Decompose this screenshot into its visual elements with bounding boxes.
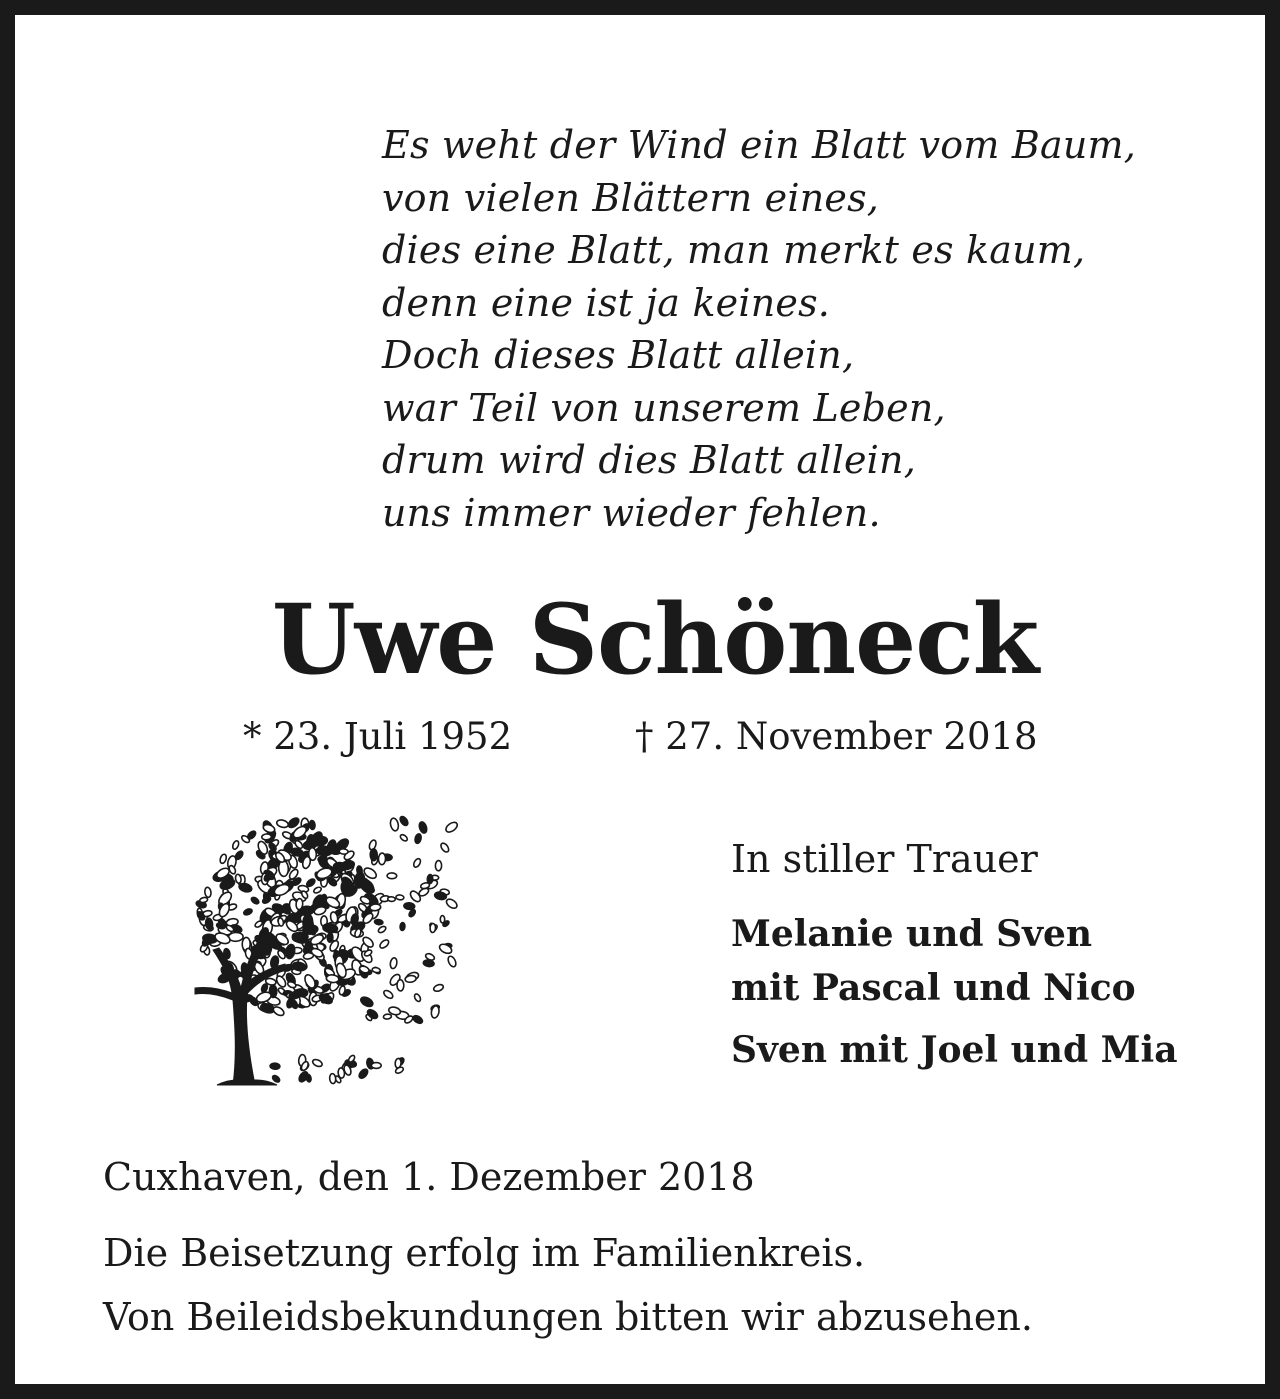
deceased-name: Uwe Schöneck	[271, 583, 1039, 696]
mourner-entry: mit Pascal und Nico	[731, 967, 1136, 1009]
birth-date: * 23. Juli 1952	[243, 715, 513, 758]
funeral-notice: Die Beisetzung erfolg im Familienkreis.	[103, 1231, 866, 1275]
poem	[382, 119, 1136, 539]
mourner-entry: Melanie und Sven	[731, 913, 1093, 955]
poem-line: denn eine ist ja keines.	[382, 280, 831, 325]
poem-line: drum wird dies Blatt allein,	[382, 438, 916, 482]
mourner-entry: Sven mit Joel und Mia	[731, 1029, 1178, 1071]
poem-line: war Teil von unserem Leben,	[382, 385, 946, 430]
mourner-list	[731, 907, 1178, 1077]
mourning-intro: In stiller Trauer	[731, 837, 1038, 881]
death-date: † 27. November 2018	[635, 715, 1038, 758]
poem-line: von vielen Blättern eines,	[382, 175, 880, 220]
condolence-notice: Von Beileidsbekundungen bitten wir abzusehen.	[103, 1295, 1033, 1339]
poem-line: Doch dieses Blatt allein,	[382, 333, 855, 377]
tree-with-falling-leaves-icon	[173, 800, 463, 1090]
poem-line: Es weht der Wind ein Blatt vom Baum,	[382, 123, 1137, 167]
poem-line: dies eine Blatt, man merkt es kaum,	[382, 228, 1086, 272]
place-and-date: Cuxhaven, den 1. Dezember 2018	[103, 1155, 755, 1199]
poem-line: uns immer wieder fehlen.	[382, 490, 881, 535]
